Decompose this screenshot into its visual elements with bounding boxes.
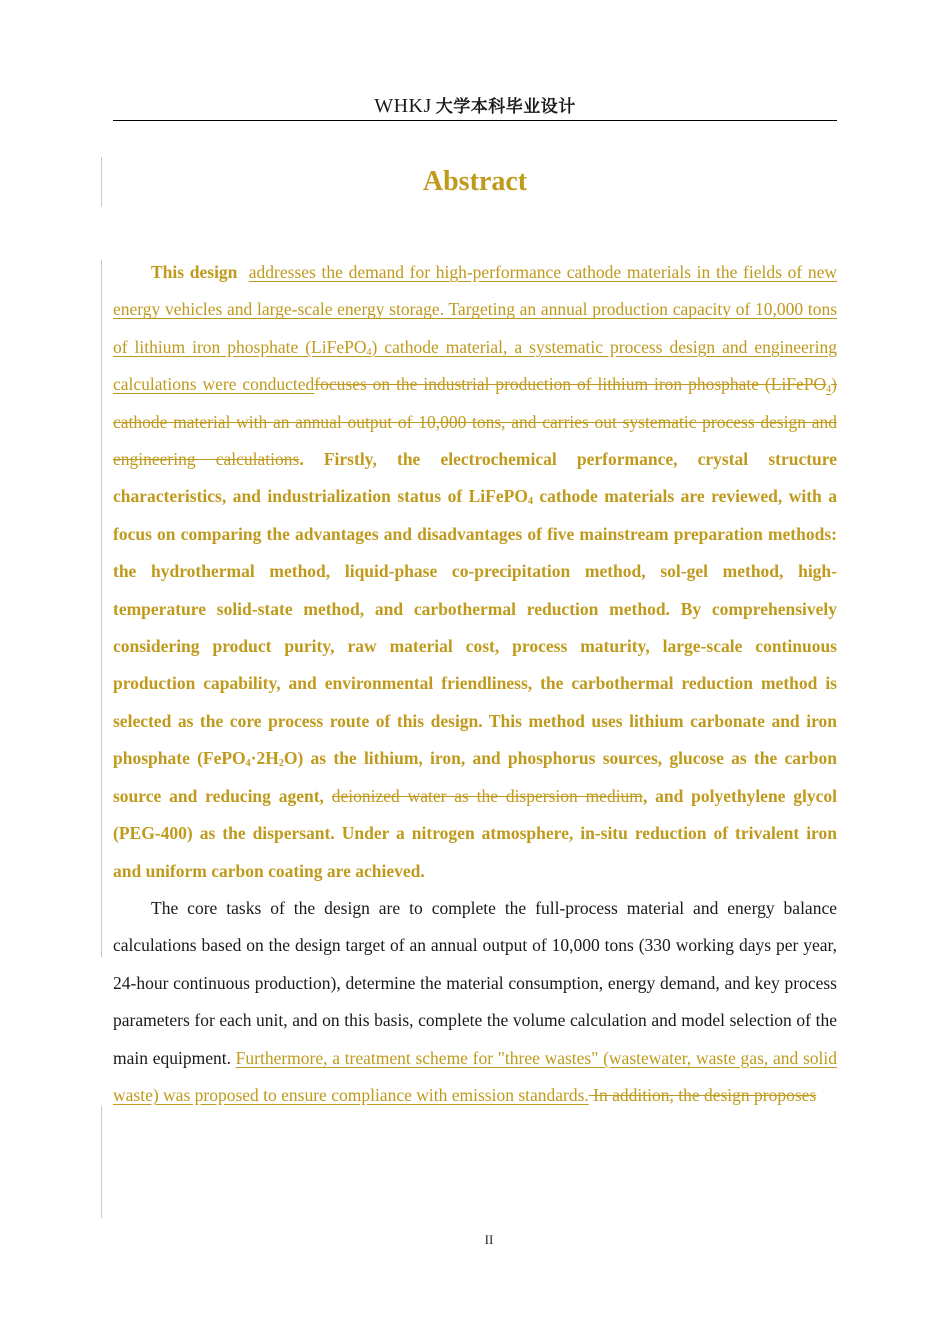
body-text: The core tasks of the design are to complete the full-process material and energy balance calculations based on the design target of an annual output of 10,000 tons (330 working days per year, 24-hour continuous production), determine the material consumption, energy demand, and key process parameters for each unit, and on this basis, complete the volume calculation and model selection of the main equipment. bbox=[113, 897, 837, 1068]
abstract-title: Abstract bbox=[422, 166, 528, 197]
deleted-text: focuses on the industrial production of lithium iron phosphate (LiFePO$_4$) cathode material with an annual output of 10,000 tons, and carries out systematic process design and engineering calculations bbox=[113, 374, 837, 470]
deleted-text: deionized water as the dispersion medium bbox=[331, 785, 643, 806]
header-university-title: 大学本科毕业设计 bbox=[435, 97, 576, 117]
page-header bbox=[113, 92, 837, 121]
bold-text: This design bbox=[151, 262, 238, 282]
header-left-text: WHKJ bbox=[374, 95, 432, 117]
page-number: II bbox=[484, 1232, 494, 1247]
change-bar bbox=[101, 157, 102, 207]
abstract-paragraph-2 bbox=[113, 890, 837, 1114]
deleted-text: In addition, the design proposes bbox=[588, 1084, 817, 1105]
change-bar bbox=[101, 260, 102, 957]
change-bar bbox=[101, 1106, 102, 1218]
bold-text: , and polyethylene glycol (PEG-400) as the dispersant. Under a nitrogen atmosphere, in-situ reduction of trivalent iron and uniform carbon coating are achieved. bbox=[113, 785, 838, 881]
inserted-text: addresses the demand for high-performance cathode materials in the fields of new energy vehicles and large-scale energy storage. Targeting an annual production capacity of 10,000 tons of lithium iron phosphate (LiFePO$_4$) cathode material, a systematic process design and engineering calculations were conducted bbox=[113, 262, 837, 395]
abstract-paragraph-1 bbox=[113, 254, 837, 890]
bold-text: . Firstly, the electrochemical performance, crystal structure characteristics, and industrialization status of LiFePO$_4$ cathode materials are reviewed, with a focus on comparing the advantages and disadvantages of five mainstream preparation methods: the hydrothermal method, liquid-phase co-precipitation method, sol-gel method, high-temperature solid-state method, and carbothermal reduction method. By comprehensively considering product purity, raw material cost, process maturity, large-scale continuous production capability, and environmental friendliness, the carbothermal reduction method is selected as the core process route of this design. This method uses lithium carbonate and iron phosphate $(FePO_4\cdot 2H_2O)$ as the lithium, iron, and phosphorus sources, glucose as the carbon source and reducing agent, bbox=[113, 449, 838, 806]
inserted-text: Furthermore, a treatment scheme for "three wastes" (wastewater, waste gas, and solid waste) was proposed to ensure compliance with emission standards. bbox=[113, 1047, 837, 1105]
abstract-body bbox=[113, 254, 837, 1114]
